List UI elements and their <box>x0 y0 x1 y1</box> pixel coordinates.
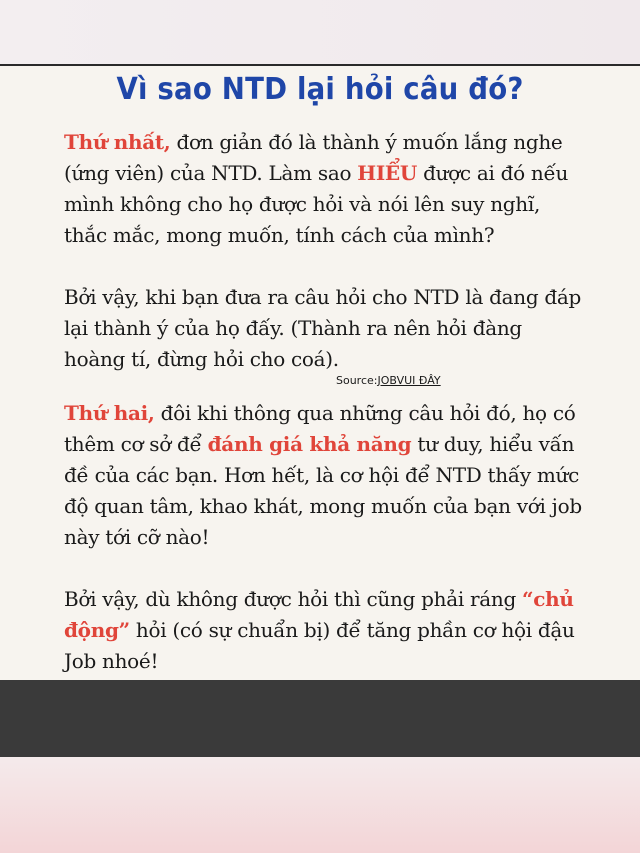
p4-emphasis: “chủ động” <box>64 587 574 642</box>
source-credit <box>336 374 441 387</box>
source-label: Source: <box>336 374 378 387</box>
p1-text-a: đơn giản đó là thành ý muốn lắng nghe (ứng viên) của NTD. Làm sao <box>64 130 563 185</box>
dark-footer-band <box>0 680 640 757</box>
paragraph-conclusion-two <box>64 584 584 677</box>
paragraph-conclusion-one <box>64 282 584 375</box>
source-name: JOBVUI ĐÂY <box>377 374 441 387</box>
page-title: Vì sao NTD lại hỏi câu đó? <box>116 72 524 107</box>
p3-text-a: đôi khi thông qua những câu hỏi đó, họ có thêm cơ sở để <box>64 401 576 456</box>
p2-text: Bởi vậy, khi bạn đưa ra câu hỏi cho NTD là đang đáp lại thành ý của họ đấy. (Thành ra nên hỏi đàng hoàng tí, đừng hỏi cho coá). <box>64 285 582 371</box>
paragraph-second-reason <box>64 398 584 553</box>
bottom-gradient-band <box>0 757 640 853</box>
p4-text-b: hỏi (có sự chuẩn bị) để tăng phần cơ hội đậu Job nhoé! <box>64 618 575 673</box>
p1-emphasis: HIỂU <box>357 161 418 185</box>
p3-emphasis: đánh giá khả năng <box>207 432 412 456</box>
p3-text-b: tư duy, hiểu vấn đề của các bạn. Hơn hết, là cơ hội để NTD thấy mức độ quan tâm, khao khát, mong muốn của bạn với job này tới cỡ nào! <box>64 432 582 549</box>
paragraph-first-reason <box>64 127 584 251</box>
lead-first: Thứ nhất, <box>64 130 171 154</box>
lead-second: Thứ hai, <box>64 401 155 425</box>
p1-text-b: được ai đó nếu mình không cho họ được hỏi và nói lên suy nghĩ, thắc mắc, mong muốn, tính cách của mình? <box>64 161 569 247</box>
top-background-band <box>0 0 640 64</box>
p4-text-a: Bởi vậy, dù không được hỏi thì cũng phải ráng <box>64 587 523 611</box>
